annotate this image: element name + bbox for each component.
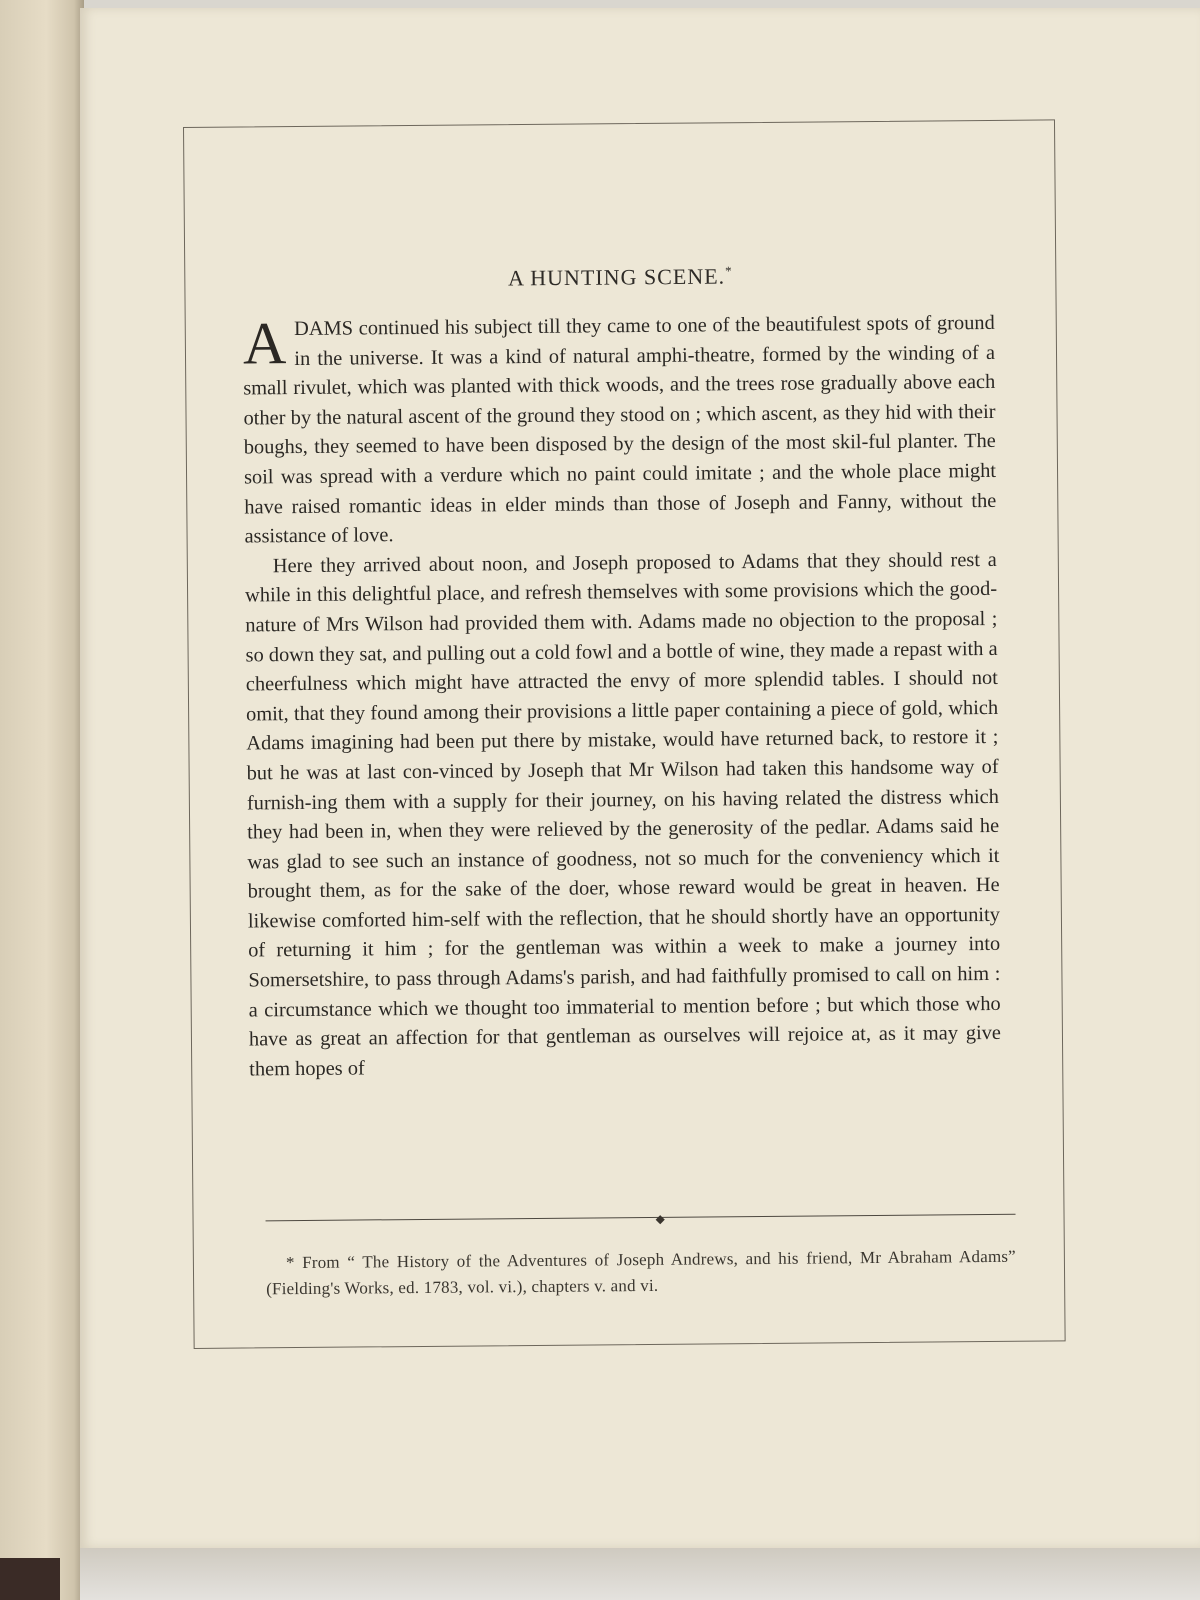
title-text: A HUNTING SCENE. — [507, 263, 726, 291]
body-text — [243, 309, 1002, 1085]
paragraph-second: Here they arrived about noon, and Joseph proposed to Adams that they should rest a while in this delightful place, and refresh themselves with some provisions which the good-nature of Mrs Wilson had provided them with. Adams made no objection to the proposal ; so down they sat, and pulling out a cold fowl and a bottle of wine, they made a repast with a cheerfulness which might have attracted the envy of more splendid tables. I should not omit, that they found among their provisions a little paper containing a piece of gold, which Adams imagining had been put there by mistake, would have returned back, to restore it ; but he was at last con-vinced by Joseph that Mr Wilson had taken this handsome way of furnish-ing them with a supply for their journey, on his having related the distress which they had been in, when they were relieved by the generosity of the pedlar. Adams said he was glad to see such an instance of goodness, not so much for the conveniency which it brought them, as for the sake of the doer, whose reward would be great in heaven. He likewise comforted him-self with the reflection, that he should shortly have an opportunity of returning it him ; for the gentleman was within a week to make a journey into Somersetshire, to pass through Adams's parish, and had faithfully promised to call on him : a circumstance which we thought too immaterial to mention before ; but which those who have as great an affection for that gentleman as ourselves will rejoice at, as it may give them hopes of — [244, 548, 1002, 1081]
footnote: * From “ The History of the Adventures of Joseph Andrews, and his friend, Mr Abraham Adams” (Fielding's Works, ed. 1783, vol. vi.), chapters v. and vi. — [266, 1246, 1016, 1299]
page-shadow — [80, 1548, 1200, 1600]
footnote-rule-ornament: ◆ — [655, 1211, 665, 1226]
title-footnote-marker: * — [724, 263, 733, 279]
book-spine — [0, 0, 84, 1600]
page-title — [185, 260, 1055, 294]
footnote-rule — [266, 1211, 1016, 1226]
page-frame — [183, 119, 1066, 1349]
paragraph-first — [243, 309, 997, 552]
drop-cap: A — [242, 310, 287, 377]
book-cover-edge — [0, 1558, 60, 1600]
paragraph-first-text: DAMS continued his subject till they came to one of the beautifulest spots of ground in the universe. It was a kind of natural amphi-theatre, formed by the winding of a small rivulet, which was planted with thick woods, and the trees rose gradually above each other by the natural ascent of the ground they stood on ; which ascent, as they hid with their boughs, they seemed to have been disposed by the design of the most skil-ful planter. The soil was spread with a verdure which no paint could imitate ; and the whole place might have raised romantic ideas in elder minds than those of Joseph and Fanny, without the assistance of love. — [243, 311, 997, 548]
